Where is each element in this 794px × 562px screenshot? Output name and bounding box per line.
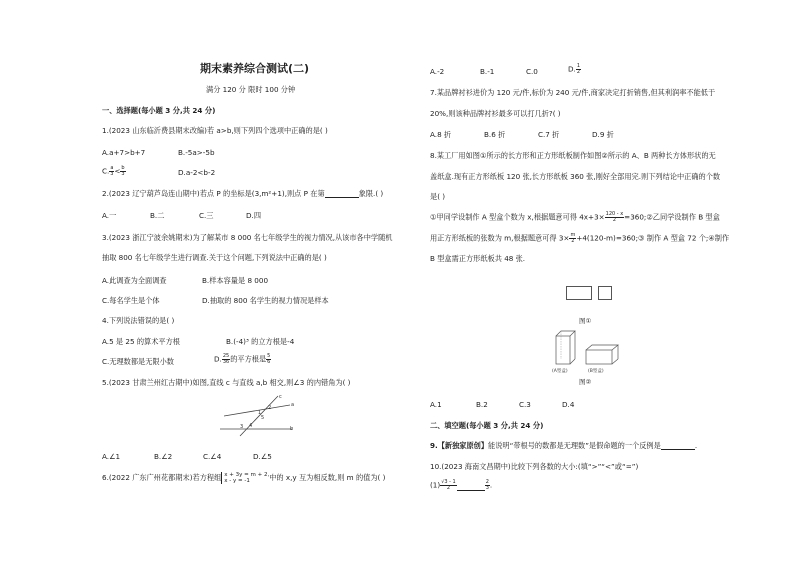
q8-line3: 是( ) <box>430 192 446 201</box>
q3-option-c[interactable]: C.每名学生是个体 <box>102 296 160 305</box>
label-3: 3 <box>240 424 244 430</box>
q5-option-b[interactable]: B.∠2 <box>154 452 173 461</box>
label-4: 4 <box>249 423 253 429</box>
label-1: 1 <box>258 410 262 416</box>
q8-line4: ①甲同学设制作 A 型盒个数为 x,根据题意可得 4x+3× $\frac{120 - x}{2}$ =360;②乙同学设制作 B 型盒 <box>430 211 720 223</box>
q2-option-b[interactable]: B.二 <box>150 211 165 220</box>
q4-option-a[interactable]: A.5 是 25 的算术平方根 <box>102 337 180 346</box>
q6-stem: 6.(2022 广东广州花都期末)若方程组 x + 3y = m + 2, x - y = -1 中的 x,y 互为相反数,则 m 的值为( ) <box>102 472 386 484</box>
page-title: 期末素养综合测试(二) <box>200 62 310 75</box>
q9-blank[interactable] <box>661 442 695 450</box>
label-5: 5 <box>261 415 265 421</box>
q1-stem: 1.(2023 山东临沂费县期末改编)若 a>b,则下列四个选项中正确的是( ) <box>102 126 328 135</box>
q8-option-a[interactable]: A.1 <box>430 400 442 409</box>
q4-option-c[interactable]: C.无理数都是无限小数 <box>102 357 174 366</box>
rectangle-board <box>566 286 592 300</box>
fig2-caption: 图② <box>579 378 592 386</box>
q7-option-d[interactable]: D.9 折 <box>592 130 614 139</box>
q2-option-a[interactable]: A.一 <box>102 211 117 220</box>
q2-option-c[interactable]: C.三 <box>199 211 214 220</box>
q7-option-c[interactable]: C.7 折 <box>538 130 560 139</box>
q5-figure <box>216 392 296 438</box>
q7-option-a[interactable]: A.8 折 <box>430 130 452 139</box>
q4-option-d[interactable]: D. $\frac{25}{36}$ 的平方根是 $\frac{5}{6}$ <box>214 353 271 365</box>
q3-option-a[interactable]: A.此调查为全面调查 <box>102 276 167 285</box>
q1-option-c[interactable] <box>102 166 126 177</box>
fig2-label-a: (A型盒) <box>552 369 568 374</box>
q1-option-d[interactable]: D.a-2<b-2 <box>178 168 216 177</box>
q8-option-c[interactable]: C.3 <box>519 400 531 409</box>
q6-option-c[interactable]: C.0 <box>526 67 538 76</box>
q5-option-c[interactable]: C.∠4 <box>203 452 222 461</box>
label-a: a <box>291 402 295 408</box>
q1-c-frac-b: $\frac{b}{3}$ <box>121 165 125 177</box>
q10-part1: (1) $\frac{√3 - 1}{2}$ $\frac{2}{3}$ . <box>430 479 493 491</box>
section1-heading: 一、选择题(每小题 3 分,共 24 分) <box>102 106 216 115</box>
fig2-label-b: (B型盒) <box>588 369 604 374</box>
q8-line6: B 型盒需正方形纸板共 48 张. <box>430 254 526 263</box>
section2-heading: 二、填空题(每小题 3 分,共 24 分) <box>430 421 544 430</box>
q7-option-b[interactable]: B.6 折 <box>484 130 506 139</box>
q6-option-a[interactable]: A.-2 <box>430 67 445 76</box>
q1-c-frac-a: $\frac{a}{3}$ <box>110 165 114 177</box>
q9-tag: 9.【新独家原创】 <box>430 441 489 450</box>
q1-c-mid: < <box>114 166 121 176</box>
q1-option-a[interactable]: A.a+7>b+7 <box>102 148 146 157</box>
q2-stem: 2.(2023 辽宁葫芦岛连山期中)若点 P 的坐标是(3,m²+1),则点 P 在第 象限.( ) <box>102 189 384 198</box>
q8-option-d[interactable]: D.4 <box>562 400 575 409</box>
square-board <box>598 286 612 300</box>
q8-line5: 用正方形纸板的张数为 m,根据题意可得 3× $\frac{m}{2}$ +4(120-m)=360;③ 制作 A 型盒 72 个;④制作 <box>430 232 730 244</box>
q8-line1: 8.某工厂用如图①所示的长方形和正方形纸板制作如图②所示的 A、B 两种长方体形状的无 <box>430 151 716 160</box>
q9-text: 9.【新独家原创】能说明“带根号的数都是无理数”是假命题的一个反例是 . <box>430 441 698 450</box>
q8-line2: 盖纸盒.现有正方形纸板 120 张,长方形纸板 360 张,刚好全部用完.则下列结论中正确的个数 <box>430 172 721 181</box>
q3-line1: 3.(2023 浙江宁波余姚期末)为了解某市 8 000 名七年级学生的视力情况,从该市各中学随机 <box>102 233 393 242</box>
q5-option-d[interactable]: D.∠5 <box>253 452 272 461</box>
q1-c-prefix: C. <box>102 166 110 176</box>
q2-option-d[interactable]: D.四 <box>246 211 262 220</box>
q4-d-frac2: $\frac{5}{6}$ <box>267 353 271 365</box>
label-b: b <box>290 426 294 432</box>
q8-fig2 <box>552 326 624 374</box>
q10-part1-blank[interactable] <box>457 483 485 491</box>
q5-option-a[interactable]: A.∠1 <box>102 452 121 461</box>
q4-stem: 4.下列说法错误的是( ) <box>102 316 175 325</box>
q5-stem: 5.(2023 甘肃兰州红古期中)如图,直线 c 与直线 a,b 相交,则∠3 的内错角为( ) <box>102 378 351 387</box>
q4-option-b[interactable]: B.(-4)³ 的立方根是-4 <box>226 337 295 346</box>
q4-d-frac1: $\frac{25}{36}$ <box>222 353 230 365</box>
line-a <box>224 405 290 416</box>
q1-option-b[interactable]: B.-5a>-5b <box>178 148 215 157</box>
q3-option-d[interactable]: D.抽取的 800 名学生的视力情况是样本 <box>202 296 329 305</box>
q6-option-b[interactable]: B.-1 <box>480 67 495 76</box>
q3-option-b[interactable]: B.样本容量是 8 000 <box>202 276 269 285</box>
line-c <box>240 396 278 436</box>
q2-blank[interactable] <box>325 190 359 198</box>
q7-line2: 20%,则该种品牌衬衫最多可以打几折?( ) <box>430 109 561 118</box>
q3-line2: 抽取 800 名七年级学生进行调查.关于这个问题,下列说法中正确的是( ) <box>102 253 327 262</box>
label-c: c <box>279 394 282 400</box>
label-2: 2 <box>268 405 272 411</box>
q6-option-d[interactable]: D. $\frac{1}{2}$ <box>568 63 581 75</box>
q8-option-b[interactable]: B.2 <box>476 400 488 409</box>
page-subtitle: 满分 120 分 限时 100 分钟 <box>206 85 296 94</box>
q7-line1: 7.某品牌衬衫进价为 120 元/件,标价为 240 元/件,商家决定打折销售,但其利润率不能低于 <box>430 88 716 97</box>
fig1-caption: 图① <box>579 317 592 325</box>
q10-stem: 10.(2023 海南文昌期中)比较下列各数的大小:(填“>”“<”或“=”) <box>430 462 639 471</box>
q6-system: x + 3y = m + 2, x - y = -1 <box>221 472 269 484</box>
